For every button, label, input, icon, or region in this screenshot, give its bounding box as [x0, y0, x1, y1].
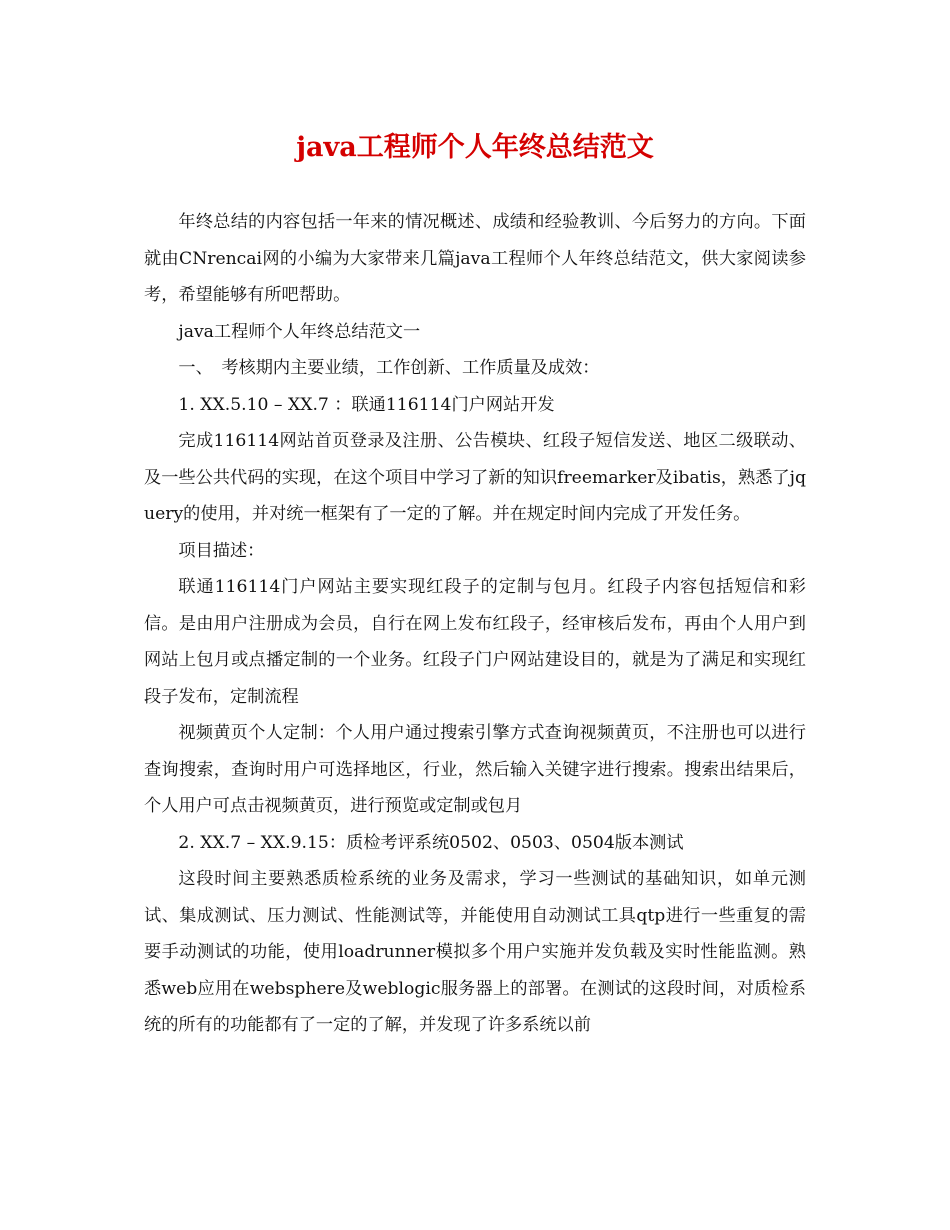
- paragraph-intro: 年终总结的内容包括一年来的情况概述、成绩和经验教训、今后努力的方向。下面就由CNrencai网的小编为大家带来几篇java工程师个人年终总结范文，供大家阅读参考，希望能够有所吧帮助。: [144, 212, 806, 305]
- paragraph-heading-essay-one: java工程师个人年终总结范文一: [178, 321, 421, 342]
- paragraph-project-description-label: 项目描述：: [178, 540, 265, 561]
- paragraph-item-1-heading: 1. XX.5.10 – XX.7 ：联通116114门户网站开发: [178, 394, 555, 415]
- paragraph-section-one-heading: 一、 考核期内主要业绩，工作创新、工作质量及成效：: [178, 358, 600, 378]
- paragraph-video-yellowpage: 视频黄页个人定制：个人用户通过搜索引擎方式查询视频黄页，不注册也可以进行查询搜索，查询时用户可选择地区，行业，然后输入关键字进行搜索。搜索出结果后，个人用户可点击视频黄页，进行预览或定制或包月: [144, 723, 806, 816]
- paragraph-item-2-detail: 这段时间主要熟悉质检系统的业务及需求，学习一些测试的基础知识，如单元测试、集成测试、压力测试、性能测试等，并能使用自动测试工具qtp进行一些重复的需要手动测试的功能，使用loadrunner模拟多个用户实施并发负载及实时性能监测。熟悉web应用在websphere及weblogic服务器上的部署。在测试的这段时间，对质检系统的所有的功能都有了一定的了解，并发现了许多系统以前: [144, 869, 806, 1035]
- paragraph-item-2-heading: 2. XX.7 – XX.9.15：质检考评系统0502、0503、0504版本测试: [178, 832, 684, 853]
- paragraph-item-1-detail: 完成116114网站首页登录及注册、公告模块、红段子短信发送、地区二级联动、及一些公共代码的实现，在这个项目中学习了新的知识freemarker及ibatis，熟悉了jquery的使用，并对统一框架有了一定的了解。并在规定时间内完成了开发任务。: [144, 431, 806, 524]
- document-body: [144, 204, 806, 1044]
- paragraph-project-description: 联通116114门户网站主要实现红段子的定制与包月。红段子内容包括短信和彩信。是由用户注册成为会员，自行在网上发布红段子，经审核后发布，再由个人用户到网站上包月或点播定制的一个业务。红段子门户网站建设目的，就是为了满足和实现红段子发布，定制流程: [144, 577, 806, 707]
- document-title: java工程师个人年终总结范文: [296, 132, 654, 163]
